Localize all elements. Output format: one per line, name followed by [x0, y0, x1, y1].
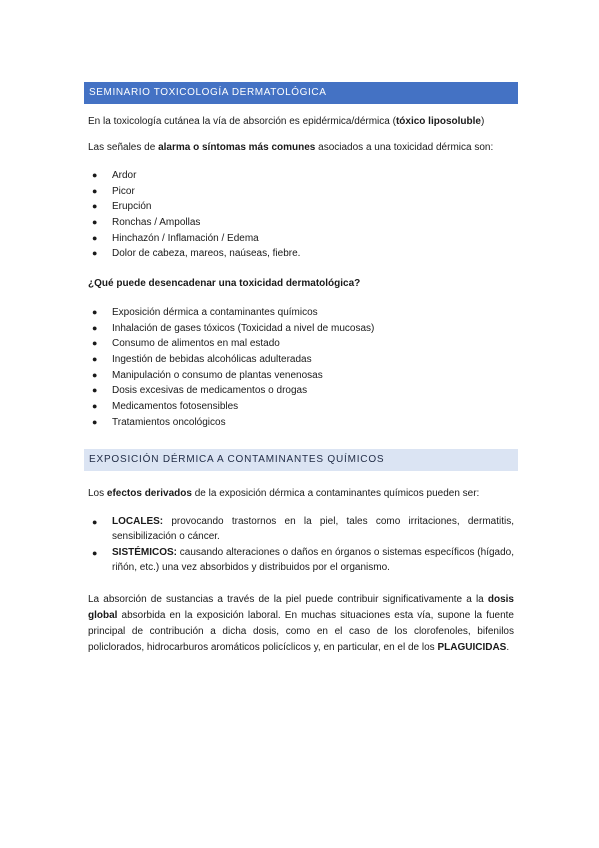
- list-item: [88, 168, 514, 184]
- absorption-text: La absorción de sustancias a través de la piel puede contribuir significativamente a la: [88, 594, 488, 605]
- list-item: [88, 399, 514, 415]
- list-item: [88, 383, 514, 399]
- question-text: ¿Qué puede desencadenar una toxicidad dermatológica?: [88, 278, 361, 289]
- section-header-seminario: SEMINARIO TOXICOLOGÍA DERMATOLÓGICA: [84, 82, 518, 104]
- absorption-bold-plaguicidas: PLAGUICIDAS: [437, 642, 507, 653]
- effects-intro-text-end: de la exposición dérmica a contaminantes químicos pueden ser:: [191, 488, 480, 499]
- list-item: [88, 199, 514, 215]
- effect-text: provocando trastornos en la piel, tales como irritaciones, dermatitis, sensibilización o cáncer.: [112, 516, 514, 542]
- list-item: [88, 246, 514, 262]
- signs-intro-bold: alarma o síntomas más comunes: [158, 142, 316, 153]
- bullet-icon: ●: [92, 322, 98, 333]
- list-item-text: Manipulación o consumo de plantas venenosas: [112, 369, 323, 381]
- list-item-text: Tratamientos oncológicos: [112, 416, 226, 428]
- effects-intro-text: Los: [88, 488, 107, 499]
- list-item: [88, 352, 514, 368]
- intro-paragraph: [88, 115, 514, 129]
- list-item: [88, 546, 514, 575]
- bullet-icon: ●: [92, 248, 98, 259]
- list-item-text: Erupción: [112, 201, 152, 213]
- list-item: [88, 184, 514, 200]
- list-item: [88, 368, 514, 384]
- bullet-icon: ●: [92, 232, 98, 243]
- intro-text: En la toxicología cutánea la vía de absorción es epidérmica/dérmica (: [88, 116, 396, 127]
- list-item-text: Dosis excesivas de medicamentos o drogas: [112, 385, 308, 397]
- effects-intro-paragraph: [88, 487, 514, 501]
- bullet-icon: ●: [92, 369, 98, 380]
- list-item-text: Consumo de alimentos en mal estado: [112, 338, 280, 350]
- signs-intro-paragraph: [88, 141, 514, 155]
- bullet-icon: ●: [92, 416, 98, 427]
- list-item-text: Dolor de cabeza, mareos, naúseas, fiebre.: [112, 248, 301, 260]
- bullet-icon: ●: [92, 517, 98, 527]
- bullet-icon: ●: [92, 307, 98, 317]
- absorption-bold-dosis: dosis global: [88, 594, 514, 621]
- intro-bold: tóxico liposoluble: [395, 116, 481, 127]
- list-item-text: Ardor: [112, 170, 137, 181]
- effect-label: SISTÉMICOS:: [112, 547, 178, 558]
- bullet-icon: ●: [92, 185, 98, 196]
- signs-intro-text: Las señales de: [88, 142, 159, 153]
- list-item-text: Medicamentos fotosensibles: [112, 401, 239, 413]
- bullet-icon: ●: [92, 217, 98, 228]
- list-item-text: Picor: [112, 185, 135, 197]
- list-item: [88, 415, 514, 431]
- list-item: [88, 515, 514, 544]
- bullet-icon: ●: [92, 354, 98, 365]
- question-heading: [88, 277, 514, 291]
- absorption-text-end: .: [506, 642, 510, 653]
- effect-text: causando alteraciones o daños en órganos o sistemas específicos (hígado, riñón, etc.) una vez absorbidos y distribuidos por el organismo.: [112, 547, 514, 573]
- list-item: [88, 231, 514, 247]
- absorption-paragraph: [88, 592, 514, 656]
- list-item-text: Inhalación de gases tóxicos (Toxicidad a nivel de mucosas): [112, 322, 375, 334]
- list-item: [88, 321, 514, 337]
- bullet-icon: ●: [92, 170, 98, 180]
- symptoms-list: [88, 168, 514, 262]
- absorption-text: absorbida en la exposición laboral. En muchas situaciones esta vía, supone la fuente principal de contribución a dicha dosis, como en el caso de los clorofenoles, bifenilos policlorados, hidrocarburos aromáticos policíclicos y, en particular, en el de los: [88, 610, 514, 653]
- list-item-text: Hinchazón / Inflamación / Edema: [112, 232, 259, 244]
- list-item: [88, 336, 514, 352]
- causes-list: [88, 305, 514, 431]
- section-header-exposicion: EXPOSICIÓN DÉRMICA A CONTAMINANTES QUÍMICOS: [84, 449, 518, 471]
- list-item-text: Ingestión de bebidas alcohólicas adulteradas: [112, 354, 312, 366]
- effect-label: LOCALES:: [112, 516, 164, 527]
- list-item: [88, 305, 514, 321]
- bullet-icon: ●: [92, 401, 98, 412]
- bullet-icon: ●: [92, 548, 98, 558]
- bullet-icon: ●: [92, 201, 98, 212]
- list-item-text: Exposición dérmica a contaminantes químicos: [112, 307, 318, 318]
- effects-intro-bold: efectos derivados: [106, 488, 192, 499]
- list-item-text: Ronchas / Ampollas: [112, 217, 201, 229]
- bullet-icon: ●: [92, 385, 98, 396]
- intro-text-end: ): [480, 116, 485, 127]
- bullet-icon: ●: [92, 338, 98, 349]
- signs-intro-text-end: asociados a una toxicidad dérmica son:: [315, 142, 494, 153]
- list-item: [88, 215, 514, 231]
- effects-list: [88, 515, 514, 577]
